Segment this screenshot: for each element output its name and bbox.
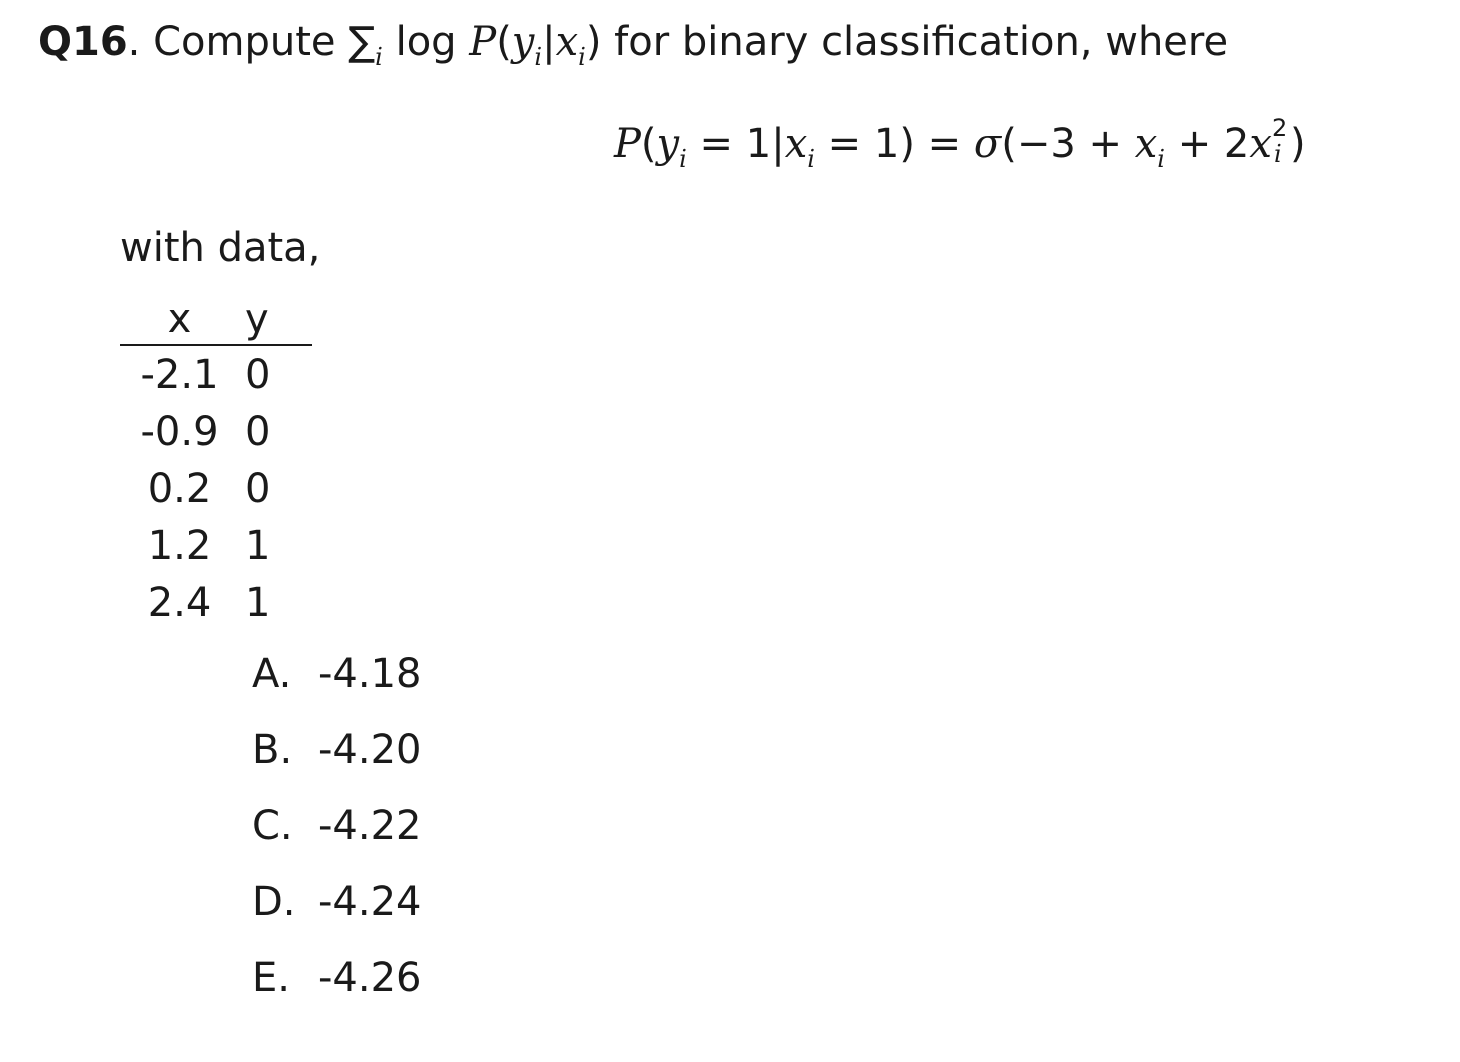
probability-formula xyxy=(614,116,1306,177)
option-c[interactable] xyxy=(252,798,422,874)
formula-x-squared-subscript: i xyxy=(1273,140,1282,168)
formula-x-linear-subscript: i xyxy=(1157,145,1165,173)
x-variable: x xyxy=(555,19,579,65)
log-text: log xyxy=(382,19,470,65)
option-letter: B. xyxy=(252,727,293,773)
table-row xyxy=(120,345,312,403)
cell-y: 0 xyxy=(245,465,271,512)
cell-y: 1 xyxy=(245,522,271,569)
summation-symbol: ∑ xyxy=(348,19,376,65)
answer-options xyxy=(252,646,422,1026)
formula-plus-two: + 2 xyxy=(1164,121,1250,167)
option-value: -4.20 xyxy=(318,727,422,773)
formula-body-start: (−3 + xyxy=(1001,121,1135,167)
option-value: -4.18 xyxy=(318,651,422,697)
cell-x: -0.9 xyxy=(140,408,219,455)
option-letter: D. xyxy=(252,879,296,925)
table-row xyxy=(120,517,312,574)
option-value: -4.24 xyxy=(318,879,422,925)
close-paren: ) xyxy=(585,19,602,65)
cell-x: 2.4 xyxy=(147,579,212,626)
option-letter: A. xyxy=(252,651,292,697)
header-y: y xyxy=(239,294,312,345)
table-row xyxy=(120,574,312,631)
option-value: -4.22 xyxy=(318,803,422,849)
question-lead: . Compute xyxy=(127,19,349,65)
formula-x-linear: x xyxy=(1134,121,1158,167)
question-text xyxy=(38,14,1228,75)
given-bar: | xyxy=(542,19,556,65)
option-value: -4.26 xyxy=(318,955,422,1001)
table-header-row xyxy=(120,294,312,345)
cell-x: -2.1 xyxy=(140,351,219,398)
option-d[interactable] xyxy=(252,874,422,950)
formula-close: ) xyxy=(1289,121,1306,167)
open-paren: ( xyxy=(496,19,512,65)
y-variable: y xyxy=(511,19,535,65)
summation-index: i xyxy=(375,43,383,71)
table-row xyxy=(120,403,312,460)
option-b[interactable] xyxy=(252,722,422,798)
formula-x-subscript: i xyxy=(807,145,815,173)
formula-y-subscript: i xyxy=(679,145,687,173)
with-data-label: with data, xyxy=(120,225,321,271)
header-x: x xyxy=(120,294,239,345)
question-rest: for binary classification, where xyxy=(601,19,1229,65)
cell-y: 0 xyxy=(245,408,271,455)
cell-x: 0.2 xyxy=(147,465,212,512)
sigmoid-symbol: σ xyxy=(973,121,1002,167)
formula-x-squared: x xyxy=(1249,121,1272,167)
prob-symbol: P xyxy=(469,19,497,65)
formula-exponent: 2 xyxy=(1271,114,1288,142)
formula-supsub xyxy=(1271,114,1290,168)
option-letter: C. xyxy=(252,803,293,849)
x-subscript: i xyxy=(578,43,586,71)
option-a[interactable] xyxy=(252,646,422,722)
option-letter: E. xyxy=(252,955,290,1001)
formula-eq1: = 1| xyxy=(686,121,785,167)
y-subscript: i xyxy=(534,43,543,71)
cell-x: 1.2 xyxy=(147,522,212,569)
formula-eq2: = 1) = xyxy=(814,121,974,167)
formula-y: y xyxy=(656,121,680,167)
data-table xyxy=(120,294,312,631)
formula-x: x xyxy=(784,121,808,167)
formula-P: P xyxy=(614,121,641,167)
formula-open-paren: ( xyxy=(640,121,657,167)
cell-y: 0 xyxy=(245,351,271,398)
question-number: Q16 xyxy=(38,19,128,65)
table-row xyxy=(120,460,312,517)
cell-y: 1 xyxy=(245,579,271,626)
option-e[interactable] xyxy=(252,950,422,1026)
